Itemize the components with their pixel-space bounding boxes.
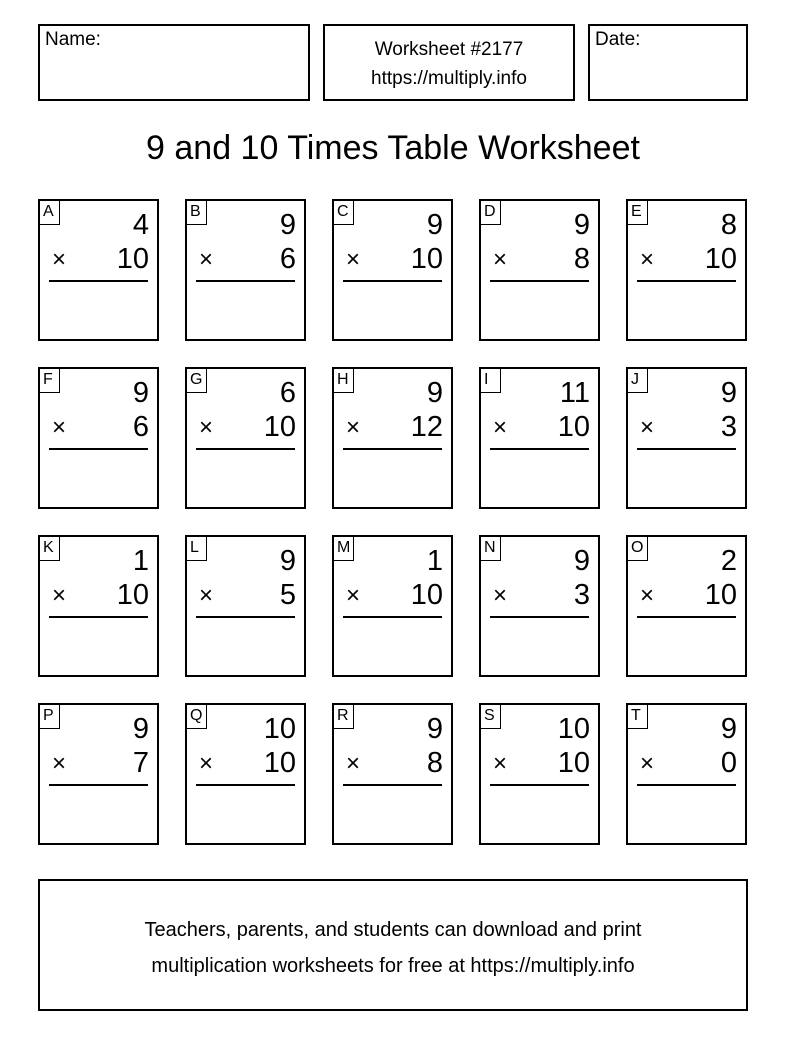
problem-card[interactable] xyxy=(479,703,600,845)
multiplier: 12 xyxy=(410,411,443,443)
problem-card[interactable] xyxy=(479,367,600,509)
multiplier: 5 xyxy=(279,579,296,611)
problem-letter: I xyxy=(481,369,501,393)
footer-box xyxy=(38,879,748,1011)
problem-card[interactable] xyxy=(626,535,747,677)
worksheet-url: https://multiply.info xyxy=(371,68,527,89)
multiplier: 6 xyxy=(132,411,149,443)
answer-line xyxy=(196,784,295,786)
multiply-sign: × xyxy=(346,414,361,441)
multiplicand: 9 xyxy=(279,209,296,241)
multiplicand: 9 xyxy=(132,713,149,745)
worksheet-info-box xyxy=(323,24,575,101)
answer-line xyxy=(637,280,736,282)
problem-card[interactable] xyxy=(332,535,453,677)
multiplier: 8 xyxy=(426,747,443,779)
multiply-sign: × xyxy=(199,582,214,609)
answer-line xyxy=(49,784,148,786)
multiplier: 10 xyxy=(704,243,737,275)
answer-line xyxy=(196,616,295,618)
answer-line xyxy=(490,616,589,618)
multiplicand: 9 xyxy=(426,377,443,409)
multiply-sign: × xyxy=(640,414,655,441)
multiply-sign: × xyxy=(640,750,655,777)
multiplier: 7 xyxy=(132,747,149,779)
multiplier: 6 xyxy=(279,243,296,275)
problem-letter: J xyxy=(628,369,648,393)
problem-card[interactable] xyxy=(38,199,159,341)
problem-card[interactable] xyxy=(479,199,600,341)
multiplier: 10 xyxy=(410,579,443,611)
problem-card[interactable] xyxy=(185,367,306,509)
multiplier: 10 xyxy=(557,411,590,443)
multiplier: 10 xyxy=(116,579,149,611)
multiplicand: 6 xyxy=(279,377,296,409)
problem-letter: S xyxy=(481,705,501,729)
multiplicand: 9 xyxy=(132,377,149,409)
multiply-sign: × xyxy=(199,246,214,273)
problem-letter: C xyxy=(334,201,354,225)
answer-line xyxy=(490,280,589,282)
multiplicand: 9 xyxy=(720,713,737,745)
answer-line xyxy=(196,448,295,450)
multiply-sign: × xyxy=(346,750,361,777)
problem-letter: T xyxy=(628,705,648,729)
multiplier: 8 xyxy=(573,243,590,275)
problem-card[interactable] xyxy=(38,535,159,677)
problem-card[interactable] xyxy=(332,367,453,509)
multiplier: 0 xyxy=(720,747,737,779)
multiply-sign: × xyxy=(199,414,214,441)
problem-letter: K xyxy=(40,537,60,561)
problem-card[interactable] xyxy=(332,199,453,341)
answer-line xyxy=(343,448,442,450)
problem-letter: E xyxy=(628,201,648,225)
multiplier: 10 xyxy=(263,411,296,443)
problem-letter: L xyxy=(187,537,207,561)
multiplicand: 9 xyxy=(720,377,737,409)
problem-card[interactable] xyxy=(185,199,306,341)
name-label: Name: xyxy=(45,29,101,50)
multiplicand: 10 xyxy=(557,713,590,745)
answer-line xyxy=(49,616,148,618)
answer-line xyxy=(49,448,148,450)
multiply-sign: × xyxy=(52,750,67,777)
multiplier: 3 xyxy=(720,411,737,443)
answer-line xyxy=(49,280,148,282)
multiply-sign: × xyxy=(52,582,67,609)
page-title: 9 and 10 Times Table Worksheet xyxy=(146,129,640,167)
multiplier: 10 xyxy=(116,243,149,275)
multiply-sign: × xyxy=(52,414,67,441)
multiplicand: 8 xyxy=(720,209,737,241)
problem-letter: B xyxy=(187,201,207,225)
problem-letter: G xyxy=(187,369,207,393)
answer-line xyxy=(637,784,736,786)
multiply-sign: × xyxy=(346,582,361,609)
problem-card[interactable] xyxy=(626,703,747,845)
problem-letter: F xyxy=(40,369,60,393)
problem-card[interactable] xyxy=(626,199,747,341)
answer-line xyxy=(196,280,295,282)
problem-letter: M xyxy=(334,537,354,561)
multiplicand: 1 xyxy=(426,545,443,577)
problem-letter: N xyxy=(481,537,501,561)
multiplicand: 11 xyxy=(559,377,590,409)
answer-line xyxy=(637,448,736,450)
name-field-box[interactable] xyxy=(38,24,310,101)
answer-line xyxy=(490,448,589,450)
answer-line xyxy=(343,280,442,282)
multiplier: 3 xyxy=(573,579,590,611)
answer-line xyxy=(637,616,736,618)
footer-line-1: Teachers, parents, and students can download and print xyxy=(144,919,642,941)
multiply-sign: × xyxy=(640,246,655,273)
answer-line xyxy=(490,784,589,786)
problem-letter: R xyxy=(334,705,354,729)
answer-line xyxy=(343,616,442,618)
multiply-sign: × xyxy=(493,750,508,777)
multiplicand: 4 xyxy=(132,209,149,241)
problem-card[interactable] xyxy=(185,703,306,845)
problem-letter: O xyxy=(628,537,648,561)
date-field-box[interactable] xyxy=(588,24,748,101)
multiplicand: 1 xyxy=(132,545,149,577)
multiplicand: 10 xyxy=(263,713,296,745)
date-label: Date: xyxy=(595,29,641,50)
problem-card[interactable] xyxy=(626,367,747,509)
footer-line-2: multiplication worksheets for free at https://multiply.info xyxy=(151,955,635,977)
multiply-sign: × xyxy=(52,246,67,273)
multiplicand: 9 xyxy=(279,545,296,577)
multiply-sign: × xyxy=(346,246,361,273)
multiply-sign: × xyxy=(493,246,508,273)
problem-grid xyxy=(38,199,748,845)
problem-letter: H xyxy=(334,369,354,393)
problem-letter: Q xyxy=(187,705,207,729)
problem-card[interactable] xyxy=(479,535,600,677)
multiplicand: 2 xyxy=(720,545,737,577)
multiply-sign: × xyxy=(493,582,508,609)
problem-letter: A xyxy=(40,201,60,225)
multiplier: 10 xyxy=(704,579,737,611)
problem-card[interactable] xyxy=(332,703,453,845)
multiplier: 10 xyxy=(410,243,443,275)
multiplier: 10 xyxy=(263,747,296,779)
worksheet-number: Worksheet #2177 xyxy=(374,39,524,60)
problem-letter: P xyxy=(40,705,60,729)
problem-letter: D xyxy=(481,201,501,225)
multiply-sign: × xyxy=(493,414,508,441)
multiplicand: 9 xyxy=(573,209,590,241)
multiplier: 10 xyxy=(557,747,590,779)
answer-line xyxy=(343,784,442,786)
multiplicand: 9 xyxy=(426,209,443,241)
multiplicand: 9 xyxy=(426,713,443,745)
multiply-sign: × xyxy=(199,750,214,777)
problem-card[interactable] xyxy=(185,535,306,677)
multiply-sign: × xyxy=(640,582,655,609)
problem-card[interactable] xyxy=(38,367,159,509)
problem-card[interactable] xyxy=(38,703,159,845)
multiplicand: 9 xyxy=(573,545,590,577)
